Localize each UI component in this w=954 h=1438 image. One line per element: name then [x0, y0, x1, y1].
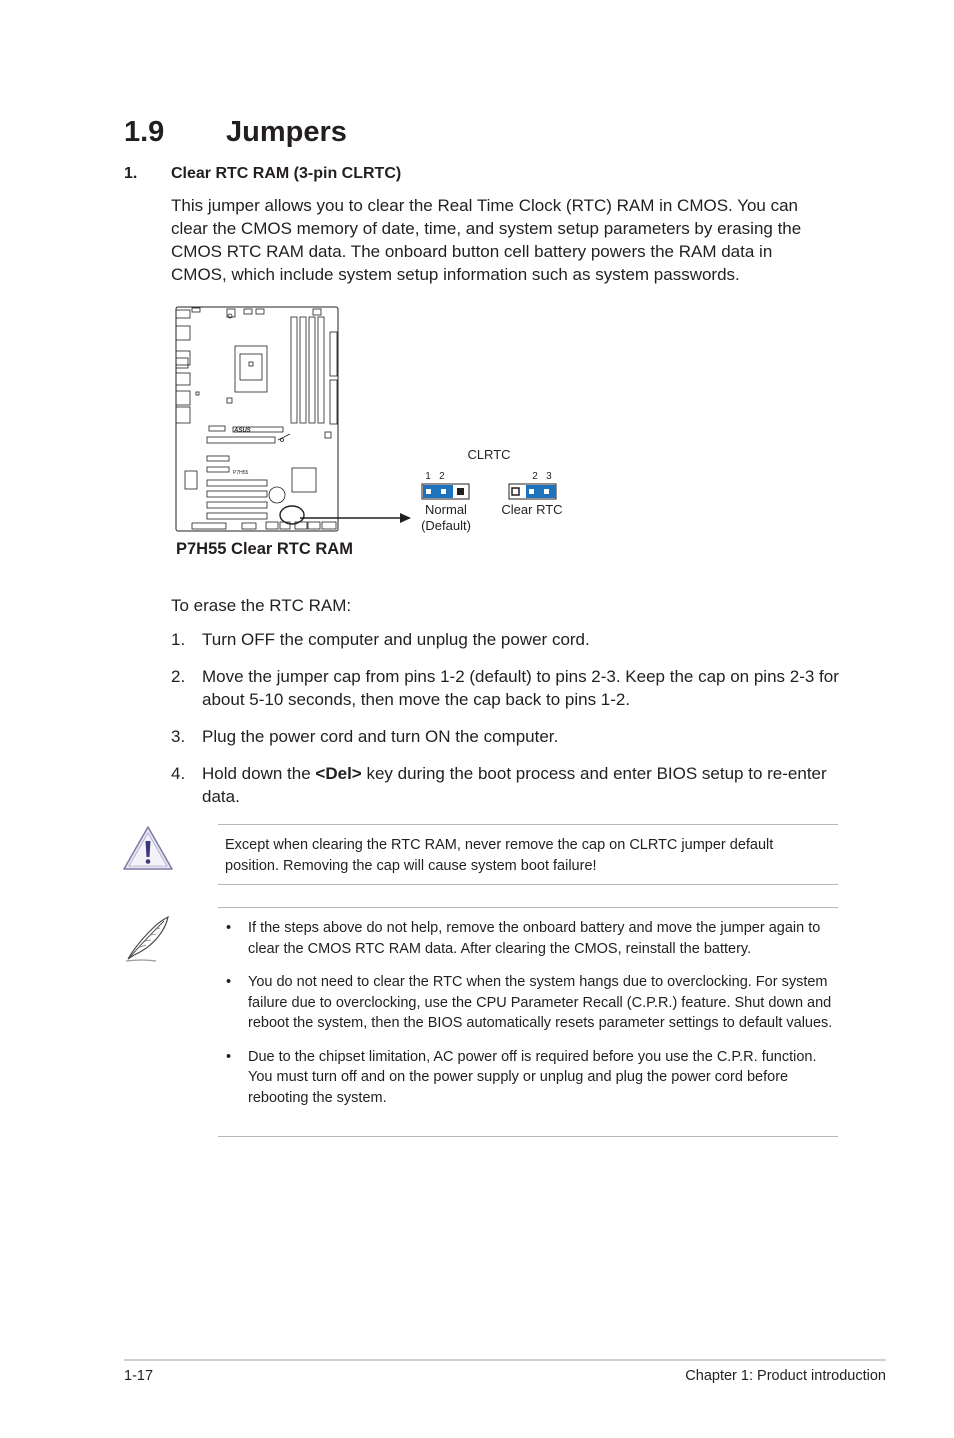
step-text	[202, 762, 843, 808]
clear-rtc-jumper	[509, 484, 556, 499]
step-number: 2.	[171, 667, 186, 686]
jumper-title: CLRTC	[467, 447, 511, 462]
clear-pin-numbers: 2 3	[532, 471, 552, 482]
note-text: Due to the chipset limitation, AC power off is required before you use the C.P.R. function. You must turn off and on the power supply or unplug and plug the power cord before rebooting the system.	[248, 1048, 817, 1106]
pointer-arrowhead	[400, 513, 411, 523]
page-heading	[124, 116, 347, 149]
normal-pin-numbers: 1 2	[425, 471, 445, 482]
board-logo: ASUS	[234, 428, 251, 434]
section-title	[124, 165, 401, 183]
note-text: If the steps above do not help, remove the onboard battery and move the jumper again to clear the CMOS RTC RAM data. After clearing the CMOS, reinstall the battery.	[248, 920, 821, 957]
intro-paragraph: This jumper allows you to clear the Real Time Clock (RTC) RAM in CMOS. You can clear the CMOS memory of date, time, and system setup parameters by erasing the CMOS RTC RAM data. The onboard button cell battery powers the RAM data in CMOS, which include system setup information such as system passwords.	[171, 196, 802, 284]
notes-bottom-rule	[218, 1136, 838, 1137]
step-number: 4.	[171, 764, 186, 783]
bullet-marker: •	[226, 974, 232, 990]
list-item	[171, 628, 843, 651]
board-label: P7H55	[233, 470, 249, 476]
motherboard-figure	[170, 300, 590, 540]
heading-title: Jumpers	[226, 116, 347, 148]
step-text: Move the jumper cap from pins 1-2 (default) to pins 2-3. Keep the cap on pins 2-3 for about 5-10 seconds, then move the cap back to pins 1-2.	[202, 667, 839, 709]
warning-top-rule	[218, 824, 838, 825]
list-item	[224, 918, 840, 959]
warning-triangle-icon	[121, 824, 175, 872]
step-text: Turn OFF the computer and unplug the power cord.	[202, 630, 590, 649]
normal-label: Normal	[425, 502, 467, 517]
clear-rtc-label: Clear RTC	[501, 502, 563, 517]
warning-bottom-rule	[218, 884, 838, 885]
bullet-marker: •	[226, 920, 232, 936]
figure-caption: P7H55 Clear RTC RAM	[176, 540, 353, 558]
step-text: Plug the power cord and turn ON the computer.	[202, 727, 559, 746]
bullet-marker: •	[226, 1048, 232, 1065]
notes-list	[224, 918, 840, 1121]
normal-jumper	[422, 484, 469, 499]
list-item	[224, 1047, 840, 1109]
list-item	[171, 665, 843, 711]
footer-rule	[124, 1359, 886, 1361]
list-item	[171, 762, 843, 808]
warning-text: Except when clearing the RTC RAM, never remove the cap on CLRTC jumper default position. Removing the cap will cause system boot failure!	[225, 837, 774, 874]
page-number: 1-17	[124, 1368, 154, 1384]
chapter-title: Chapter 1: Product introduction	[685, 1368, 886, 1384]
note-text: You do not need to clear the RTC when the system hangs due to overclocking. For system failure due to overclocking, use the CPU Parameter Recall (C.P.R.) feature. Shut down and reboot the system, then the BIOS automatically resets parameter settings to default values.	[248, 974, 833, 1031]
step-text-pre: Hold down the	[202, 764, 316, 783]
section-number: 1.	[124, 165, 138, 182]
normal-sublabel: (Default)	[421, 518, 471, 533]
steps-list	[171, 628, 843, 822]
del-key: <Del>	[315, 764, 362, 783]
feather-pen-icon	[122, 915, 172, 963]
notes-top-rule	[218, 907, 838, 908]
step-number: 1.	[171, 630, 186, 649]
list-item	[171, 725, 843, 748]
motherboard-diagram	[176, 307, 338, 531]
erase-intro: To erase the RTC RAM:	[171, 596, 352, 615]
heading-number: 1.9	[124, 116, 165, 148]
list-item	[224, 972, 840, 1034]
step-text-post: key during the boot process and enter BIOS setup to re-enter data.	[202, 764, 827, 806]
section-title-text: Clear RTC RAM (3-pin CLRTC)	[171, 165, 402, 182]
step-number: 3.	[171, 727, 186, 746]
